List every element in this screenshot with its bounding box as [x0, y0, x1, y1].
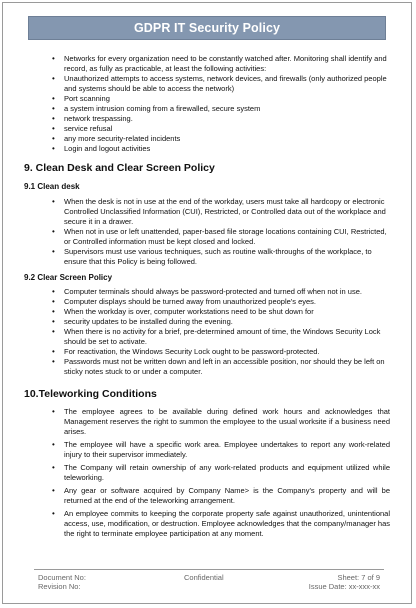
monitoring-activities-list — [24, 54, 390, 154]
list-item: • Computer displays should be turned away from unauthorized people's eyes. — [24, 297, 390, 307]
list-item: • The employee agrees to be available during defined work hours and acknowledges that Management reserves the right to summon the employee to the usual worksite if a business need arises. — [24, 407, 390, 437]
list-item: • The Company will retain ownership of any work-related products and equipment utilized while teleworking. — [24, 463, 390, 483]
section-9-2-heading: 9.2 Clear Screen Policy — [24, 273, 113, 282]
page-footer — [34, 569, 384, 592]
clean-desk-list — [24, 197, 390, 267]
list-item: • The employee will have a specific work area. Employee undertakes to report any work-related injury to their supervisor immediately. — [24, 440, 390, 460]
document-title-bar — [28, 16, 386, 40]
list-item: • Port scanning — [24, 94, 390, 104]
section-9-1-heading: 9.1 Clean desk — [24, 182, 80, 191]
list-item: • service refusal — [24, 124, 390, 134]
list-item: • When there is no activity for a brief, pre-determined amount of time, the Windows Security Lock should be set to activate. — [24, 327, 390, 347]
list-item: • When the workday is over, computer workstations need to be shut down for — [24, 307, 390, 317]
list-item: • An employee commits to keeping the corporate property safe against unauthorized, unintentional access, use, modification, or destruction. Employee acknowledges that the company/manager has the right to terminate employee participation at any moment. — [24, 509, 390, 539]
document-title: GDPR IT Security Policy — [133, 21, 281, 35]
issue-date: Issue Date: xx-xxx-xx — [308, 582, 380, 591]
document-body — [24, 48, 390, 539]
list-item: • Networks for every organization need to be constantly watched after. Monitoring shall identify and record, as fully as practicable, at least the following activities: — [24, 54, 390, 74]
section-9-heading: 9. Clean Desk and Clear Screen Policy — [24, 162, 215, 174]
list-item: • Supervisors must use various techniques, such as routine walk-throughs of the workplace, to ensure that this Policy is being followed. — [24, 247, 390, 267]
list-item: • a system intrusion coming from a firewalled, secure system — [24, 104, 390, 114]
revision-number-label: Revision No: — [38, 582, 81, 591]
list-item: • When not in use or left unattended, paper-based file storage locations containing CUI, Restricted, or Controlled information must be kept closed and locked. — [24, 227, 390, 247]
document-number-label: Document No: — [38, 573, 86, 582]
list-item: • Login and logout activities — [24, 144, 390, 154]
list-item: • Computer terminals should always be password-protected and turned off when not in use. — [24, 287, 390, 297]
list-item: • network trespassing. — [24, 114, 390, 124]
list-item: • Passwords must not be written down and left in an accessible position, nor should they be left on sticky notes stuck to or under a computer. — [24, 357, 390, 377]
list-item: • For reactivation, the Windows Security Lock ought to be password-protected. — [24, 347, 390, 357]
list-item: • any more security-related incidents — [24, 134, 390, 144]
list-item: • Unauthorized attempts to access systems, network devices, and firewalls (only authorized people and systems should be able to access the network) — [24, 74, 390, 94]
list-item: • When the desk is not in use at the end of the workday, users must take all hardcopy or electronic Controlled Unclassified Information (CUI), Restricted, or Controlled data out of the workplace and secure it in a drawer. — [24, 197, 390, 227]
confidential-label: Confidential — [184, 573, 224, 582]
clear-screen-list — [24, 287, 390, 377]
teleworking-list — [24, 407, 390, 539]
list-item: • Any gear or software acquired by Company Name> is the Company's property and will be returned at the end of the teleworking arrangement. — [24, 486, 390, 506]
list-item: • security updates to be installed during the evening. — [24, 317, 390, 327]
section-10-heading: 10.Teleworking Conditions — [24, 388, 157, 400]
sheet-number: Sheet: 7 of 9 — [337, 573, 380, 582]
